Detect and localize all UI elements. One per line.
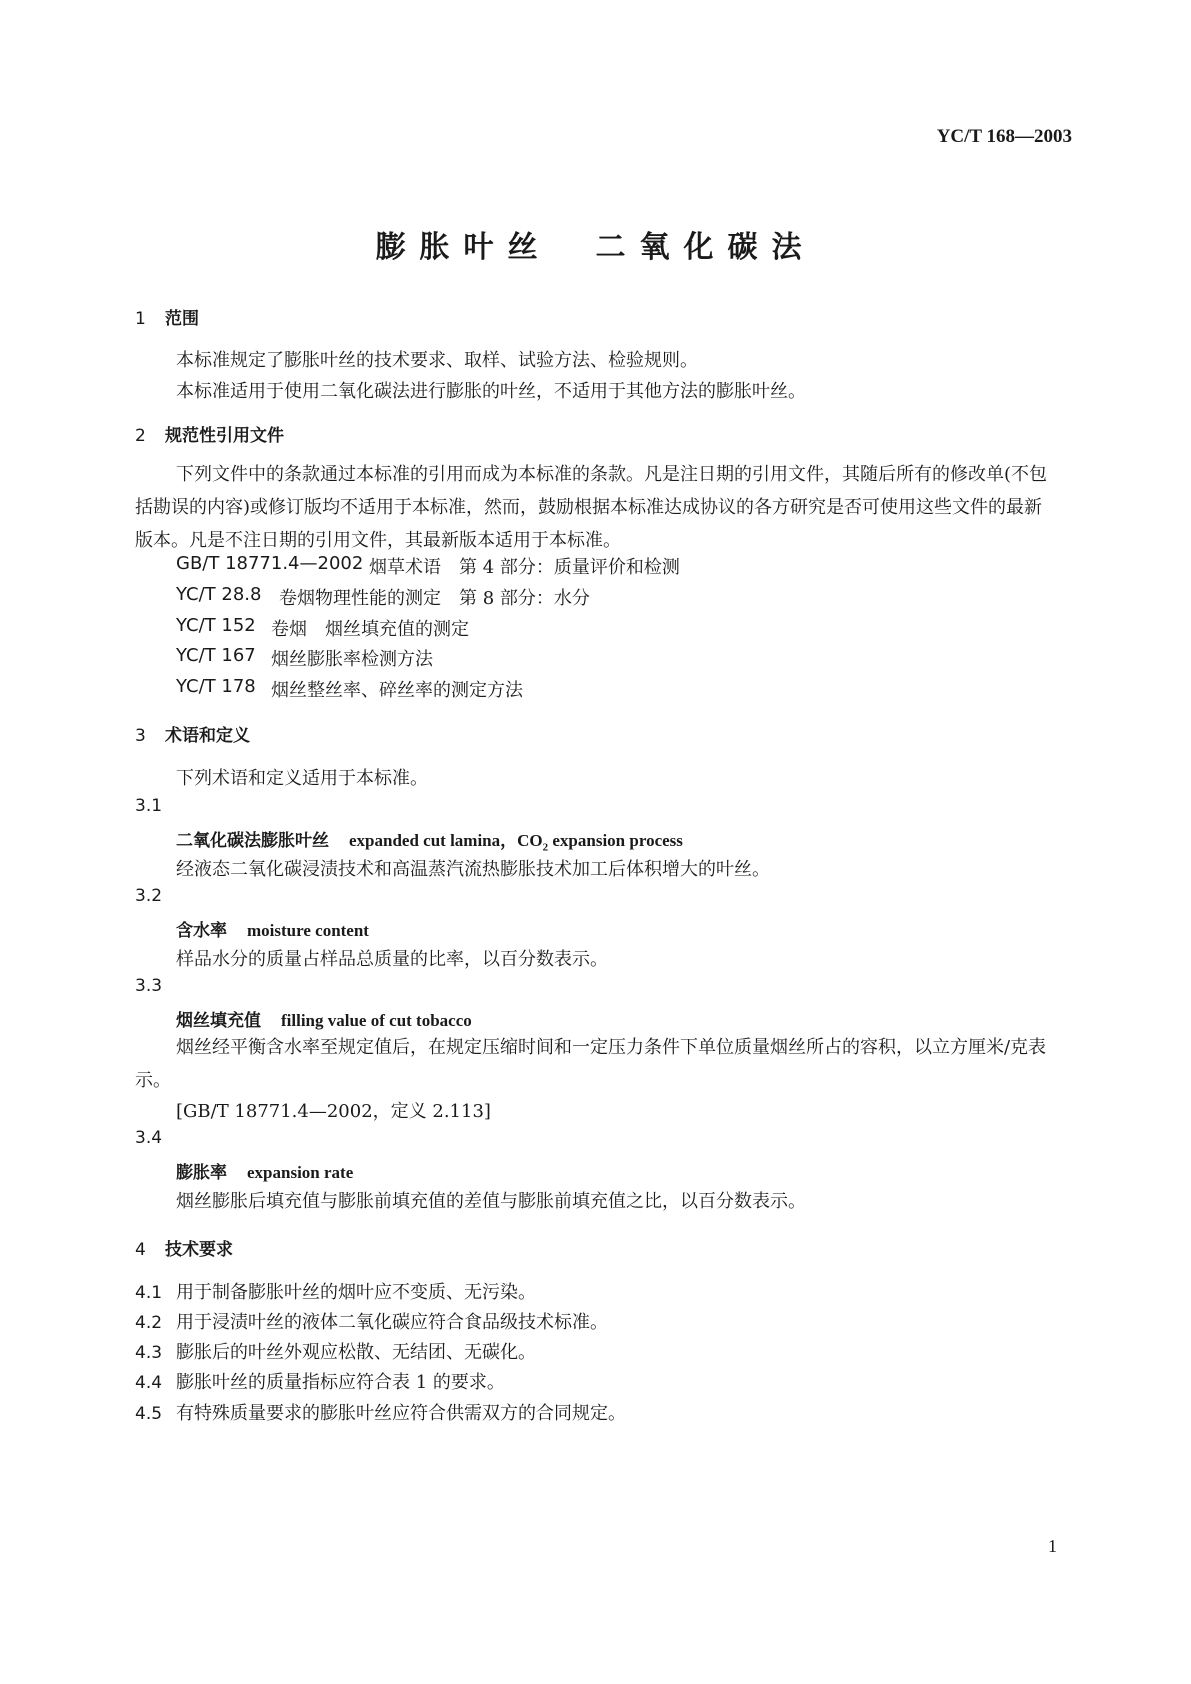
term-source: [GB/T 18771.4—2002，定义 2.113]: [176, 1101, 491, 1122]
term-zh: 膨胀率: [176, 1163, 227, 1183]
section-title: 范围: [165, 309, 199, 329]
reference-title: 卷烟 烟丝填充值的测定: [271, 619, 469, 640]
term-en: expansion rate: [247, 1163, 354, 1182]
reference-code: YC/T 178: [176, 676, 256, 697]
term-definition: 经液态二氧化碳浸渍技术和高温蒸汽流热膨胀技术加工后体积增大的叶丝。: [176, 859, 770, 880]
reference-code: YC/T 167: [176, 645, 256, 666]
requirement-item: [135, 1399, 626, 1425]
section-title: 技术要求: [165, 1240, 233, 1260]
reference-item: [176, 676, 256, 697]
term-heading: [176, 826, 683, 853]
paragraph: 下列术语和定义适用于本标准。: [176, 768, 428, 789]
section-title: 规范性引用文件: [165, 426, 284, 446]
term-en: expanded cut lamina，$CO_2$ expansion process: [349, 831, 683, 854]
requirement-item: [135, 1338, 536, 1364]
requirement-item: [135, 1278, 536, 1304]
term-definition: 烟丝膨胀后填充值与膨胀前填充值的差值与膨胀前填充值之比，以百分数表示。: [176, 1191, 806, 1212]
term-en: filling value of cut tobacco: [281, 1011, 472, 1030]
section-number: 4: [135, 1240, 146, 1260]
section-heading-technical-requirements: [135, 1235, 233, 1260]
section-number: 1: [135, 309, 146, 329]
paragraph: 本标准适用于使用二氧化碳法进行膨胀的叶丝，不适用于其他方法的膨胀叶丝。: [176, 381, 806, 402]
paragraph: 本标准规定了膨胀叶丝的技术要求、取样、试验方法、检验规则。: [176, 350, 698, 371]
requirement-text: 用于浸渍叶丝的液体二氧化碳应符合食品级技术标准。: [176, 1312, 608, 1333]
requirement-item: [135, 1368, 505, 1394]
reference-code: YC/T 152: [176, 615, 256, 636]
requirement-number: 4.4: [135, 1373, 163, 1393]
document-id: YC/T 168—2003: [936, 126, 1072, 147]
section-number: 2: [135, 426, 146, 446]
reference-code: GB/T 18771.4—2002: [176, 553, 364, 574]
term-definition: 烟丝经平衡含水率至规定值后，在规定压缩时间和一定压力条件下单位质量烟丝所占的容积，以立方厘米/克表示。: [135, 1037, 1047, 1091]
reference-item: [176, 553, 364, 574]
requirement-number: 4.2: [135, 1313, 163, 1333]
reference-title: 烟丝膨胀率检测方法: [271, 649, 433, 670]
reference-title: 烟丝整丝率、碎丝率的测定方法: [271, 680, 523, 701]
requirement-item: [135, 1308, 608, 1334]
reference-item: [176, 615, 256, 636]
section-number: 3: [135, 726, 146, 746]
paragraph: 下列文件中的条款通过本标准的引用而成为本标准的条款。凡是注日期的引用文件，其随后所有的修改单(不包括勘误的内容)或修订版均不适用于本标准，然而，鼓励根据本标准达成协议的各方研究是否可使用这些文件的最新版本。凡是不注日期的引用文件，其最新版本适用于本标准。: [135, 464, 1048, 551]
reference-title: 烟草术语 第 4 部分：质量评价和检测: [369, 557, 680, 578]
reference-title: 卷烟物理性能的测定 第 8 部分：水分: [279, 588, 590, 609]
requirement-number: 4.5: [135, 1404, 163, 1424]
section-heading-terms-definitions: [135, 721, 250, 746]
term-heading: [176, 1006, 472, 1031]
term-zh: 二氧化碳法膨胀叶丝: [176, 831, 329, 851]
requirement-text: 膨胀叶丝的质量指标应符合表 1 的要求。: [176, 1372, 505, 1393]
term-zh: 烟丝填充值: [176, 1011, 261, 1031]
term-number: 3.2: [135, 886, 163, 906]
requirement-text: 有特殊质量要求的膨胀叶丝应符合供需双方的合同规定。: [176, 1403, 626, 1424]
term-en: moisture content: [247, 921, 369, 940]
term-heading: [176, 916, 369, 941]
section-heading-normative-references: [135, 421, 284, 446]
requirement-number: 4.3: [135, 1343, 163, 1363]
requirement-text: 膨胀后的叶丝外观应松散、无结团、无碳化。: [176, 1342, 536, 1363]
document-title: 膨胀叶丝 二氧化碳法: [375, 230, 816, 265]
term-number: 3.3: [135, 976, 163, 996]
term-heading: [176, 1158, 353, 1183]
section-heading-scope: [135, 304, 199, 329]
requirement-text: 用于制备膨胀叶丝的烟叶应不变质、无污染。: [176, 1282, 536, 1303]
term-definition: 样品水分的质量占样品总质量的比率，以百分数表示。: [176, 949, 608, 970]
reference-code: YC/T 28.8: [176, 584, 262, 605]
reference-item: [176, 645, 256, 666]
section-title: 术语和定义: [165, 726, 250, 746]
reference-item: [176, 584, 261, 605]
term-number: 3.1: [135, 796, 163, 816]
requirement-number: 4.1: [135, 1283, 163, 1303]
term-number: 3.4: [135, 1128, 163, 1148]
page-number: 1: [1048, 1536, 1057, 1556]
term-zh: 含水率: [176, 921, 227, 941]
